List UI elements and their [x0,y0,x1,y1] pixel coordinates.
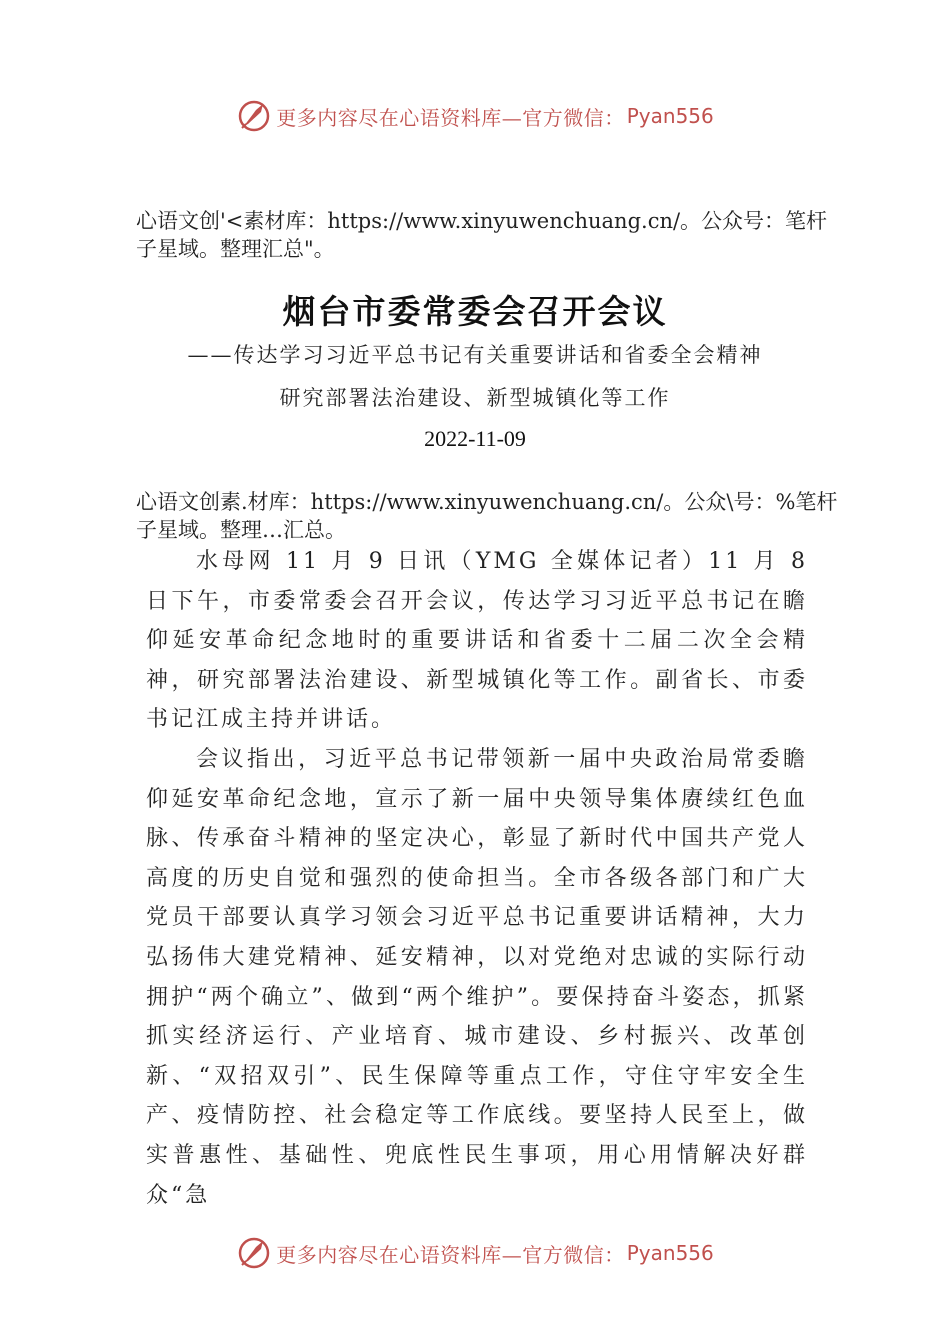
article-subtitle-2: 研究部署法治建设、新型城镇化等工作 [279,386,671,410]
paragraph: 会议指出，习近平总书记带领新一届中央政治局常委瞻仰延安革命纪念地，宣示了新一届中央领导集体赓续红色血脉、传承奋斗精神的坚定决心，彰显了新时代中国共产党人高度的历史自觉和强烈的使命担当。全市各级各部门和广大党员干部要认真学习领会习近平总书记重要讲话精神，大力弘扬伟大建党精神、延安精神，以对党绝对忠诚的实际行动拥护“两个确立”、做到“两个维护”。要保持奋斗姿态，抓紧抓实经济运行、产业培育、城市建设、乡村振兴、改革创新、“双招双引”、民生保障等重点工作，守住守牢安全生产、疫情防控、社会稳定等工作底线。要坚持人民至上，做实普惠性、基础性、兜底性民生事项，用心用情解决好群众“急 [146,746,808,1208]
quill-pen-logo-icon [236,1235,272,1271]
paragraph: 水母网 11 月 9 日讯（YMG 全媒体记者）11 月 8 日下午，市委常委会召开会议，传达学习习近平总书记在瞻仰延安革命纪念地时的重要讲话和省委十二届二次全会精神，研究部署法治建设、新型城镇化等工作。副省长、市委书记江成主持并讲话。 [146,549,808,733]
wechat-id: Pyan556 [626,104,714,128]
article-title: 烟台市委常委会召开会议 [282,292,668,331]
quill-pen-logo-icon [236,98,272,134]
article-subtitle-1: ——传达学习习近平总书记有关重要讲话和省委全会精神 [187,343,763,367]
source-note-mid: 心语文创素.材库：https://www.xinyuwenchuang.cn/。公众\号：%笔杆子星域。整理…汇总。 [136,490,838,542]
footer-banner [0,1233,950,1273]
article-date: 2022-11-09 [424,426,526,451]
source-note-top: 心语文创'<素材库：https://www.xinyuwenchuang.cn/。公众号：笔杆子星域。整理汇总"。 [136,209,828,261]
banner-text: 更多内容尽在心语资料库—官方微信： [276,105,625,130]
article-body [146,542,808,1215]
header-banner [0,96,950,136]
wechat-id: Pyan556 [626,1241,714,1265]
banner-text: 更多内容尽在心语资料库—官方微信： [276,1242,625,1267]
